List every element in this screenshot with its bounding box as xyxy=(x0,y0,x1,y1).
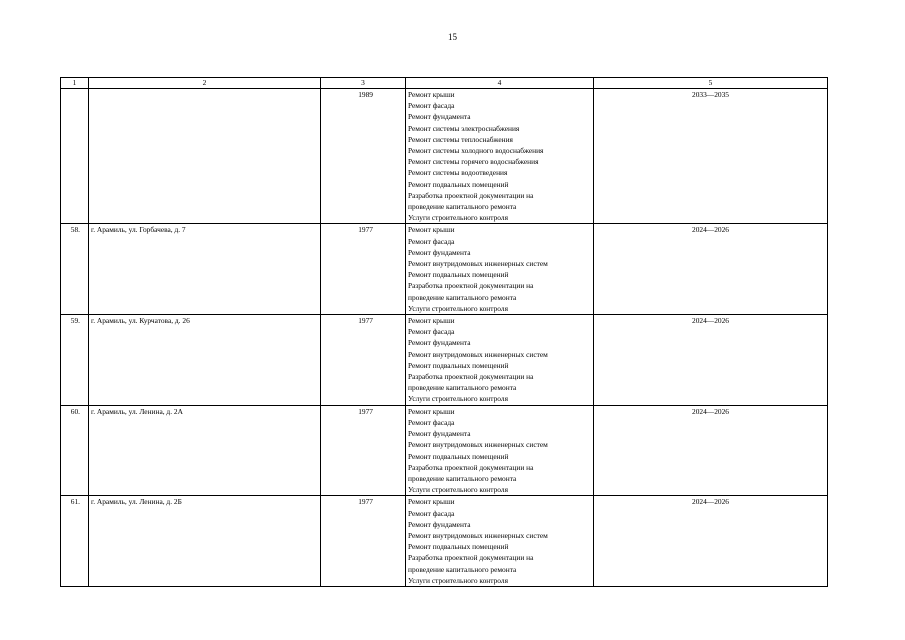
work-item: Ремонт крыши xyxy=(408,90,455,99)
work-item: Ремонт подвальных помещений xyxy=(408,179,509,189)
work-item: проведение капитального ремонта xyxy=(408,383,517,393)
work-item: Разработка проектной документации на xyxy=(408,462,534,472)
work-item: Ремонт подвальных помещений xyxy=(408,542,509,552)
work-item: Ремонт фасада xyxy=(408,508,455,518)
period-cell: 2024—2026 xyxy=(594,315,828,406)
work-item: Ремонт фундамента xyxy=(408,429,471,439)
row-number-cell: 59. xyxy=(61,315,89,406)
works-cell xyxy=(406,224,594,315)
page-number: 15 xyxy=(448,32,457,42)
work-item: Разработка проектной документации на xyxy=(408,190,534,200)
work-item: Услуги строительного контроля xyxy=(408,575,508,585)
row-number-cell: 60. xyxy=(61,405,89,496)
address-cell: г. Арамиль, ул. Ленина, д. 2Б xyxy=(89,496,321,587)
table-row xyxy=(61,315,828,406)
address-cell: г. Арамиль, ул. Горбачева, д. 7 xyxy=(89,224,321,315)
work-item: Разработка проектной документации на xyxy=(408,372,534,382)
period-cell: 2024—2026 xyxy=(594,405,828,496)
work-item: проведение капитального ремонта xyxy=(408,292,517,302)
year-cell: 1977 xyxy=(321,405,406,496)
work-item: Ремонт внутридомовых инженерных систем xyxy=(408,440,548,450)
work-item: Ремонт фасада xyxy=(408,101,455,111)
work-item: Ремонт фундамента xyxy=(408,519,471,529)
work-item: Ремонт системы электроснабжения xyxy=(408,123,520,133)
work-item: Ремонт внутридомовых инженерных систем xyxy=(408,349,548,359)
period-cell: 2024—2026 xyxy=(594,496,828,587)
header-col-4: 4 xyxy=(406,78,594,89)
table-header-row xyxy=(61,78,828,89)
year-cell: 1977 xyxy=(321,315,406,406)
work-item: Разработка проектной документации на xyxy=(408,281,534,291)
work-item: Ремонт фундамента xyxy=(408,112,471,122)
work-item: Ремонт фундамента xyxy=(408,338,471,348)
works-cell xyxy=(406,315,594,406)
year-cell: 1977 xyxy=(321,496,406,587)
repair-schedule-table xyxy=(60,77,828,587)
work-item: Ремонт крыши xyxy=(408,497,455,507)
work-item: Ремонт системы водоотведения xyxy=(408,168,508,178)
work-item: проведение капитального ремонта xyxy=(408,564,517,574)
work-item: Ремонт фасада xyxy=(408,417,455,427)
work-item: Ремонт крыши xyxy=(408,316,455,326)
table-row xyxy=(61,496,828,587)
work-item: Ремонт внутридомовых инженерных систем xyxy=(408,259,548,269)
work-item: проведение капитального ремонта xyxy=(408,473,517,483)
header-col-3: 3 xyxy=(321,78,406,89)
year-cell: 1977 xyxy=(321,224,406,315)
row-number-cell xyxy=(61,89,89,224)
work-item: Ремонт подвальных помещений xyxy=(408,451,509,461)
work-item: Разработка проектной документации на xyxy=(408,553,534,563)
work-item: Ремонт системы теплоснабжения xyxy=(408,134,513,144)
table-row xyxy=(61,405,828,496)
address-cell xyxy=(89,89,321,224)
work-item: Ремонт фасада xyxy=(408,327,455,337)
work-item: Услуги строительного контроля xyxy=(408,213,508,223)
table-row xyxy=(61,224,828,315)
works-cell xyxy=(406,89,594,224)
work-item: Услуги строительного контроля xyxy=(408,394,508,404)
header-col-5: 5 xyxy=(594,78,828,89)
work-item: проведение капитального ремонта xyxy=(408,202,517,212)
work-item: Ремонт крыши xyxy=(408,225,455,235)
work-item: Ремонт подвальных помещений xyxy=(408,270,509,280)
works-cell xyxy=(406,405,594,496)
work-item: Ремонт фундамента xyxy=(408,247,471,257)
table-body xyxy=(61,78,828,587)
work-item: Ремонт системы холодного водоснабжения xyxy=(408,146,544,156)
row-number-cell: 58. xyxy=(61,224,89,315)
work-item: Услуги строительного контроля xyxy=(408,485,508,495)
period-cell: 2024—2026 xyxy=(594,224,828,315)
work-item: Ремонт крыши xyxy=(408,406,455,416)
address-cell: г. Арамиль, ул. Ленина, д. 2А xyxy=(89,405,321,496)
work-item: Ремонт подвальных помещений xyxy=(408,360,509,370)
work-item: Ремонт фасада xyxy=(408,236,455,246)
work-item: Услуги строительного контроля xyxy=(408,303,508,313)
year-cell: 1989 xyxy=(321,89,406,224)
header-col-2: 2 xyxy=(89,78,321,89)
work-item: Ремонт внутридомовых инженерных систем xyxy=(408,530,548,540)
works-cell xyxy=(406,496,594,587)
header-col-1: 1 xyxy=(61,78,89,89)
table-row xyxy=(61,89,828,224)
address-cell: г. Арамиль, ул. Курчатова, д. 26 xyxy=(89,315,321,406)
row-number-cell: 61. xyxy=(61,496,89,587)
period-cell: 2033—2035 xyxy=(594,89,828,224)
work-item: Ремонт системы горячего водоснабжения xyxy=(408,157,539,167)
